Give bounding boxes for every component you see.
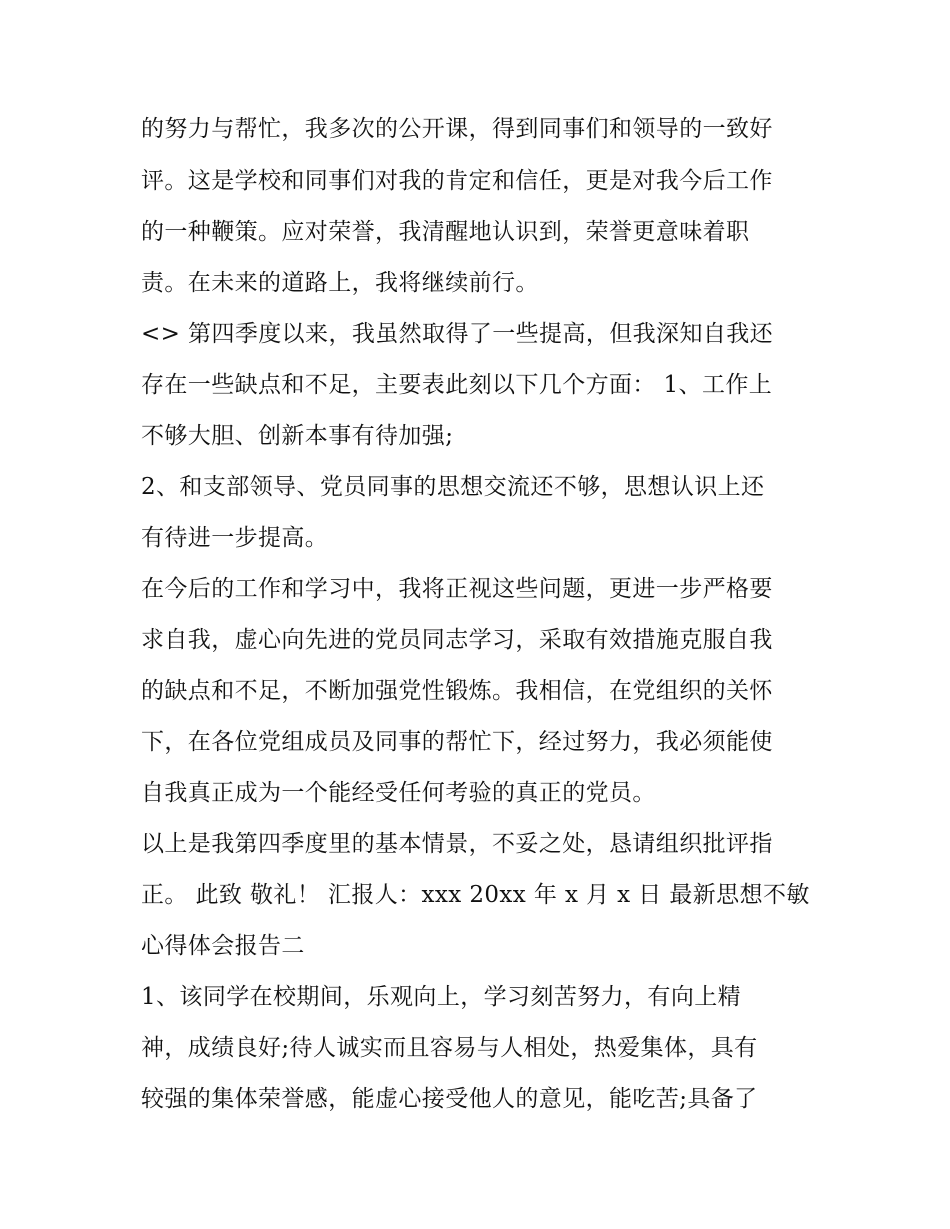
text-line: 的努力与帮忙，我多次的公开课，得到同事们和领导的一致好 — [141, 116, 773, 142]
text-line: 下，在各位党组成员及同事的帮忙下，经过努力，我必须能使 — [141, 729, 773, 755]
text-line: 正。 此致 敬礼！ 汇报人：xxx 20xx 年 x 月 x 日 最新思想不敏 — [141, 882, 810, 908]
text-line: 的一种鞭策。应对荣誉，我清醒地认识到，荣誉更意味着职 — [141, 219, 750, 245]
text-line: 心得体会报告二 — [141, 933, 305, 959]
text-line: 以上是我第四季度里的基本情景，不妥之处，恳请组织批评指 — [141, 831, 773, 857]
text-line: 有待进一步提高。 — [141, 525, 329, 551]
text-line: 较强的集体荣誉感，能虚心接受他人的意见，能吃苦;具备了 — [141, 1086, 758, 1112]
text-line: 责。在未来的道路上，我将继续前行。 — [141, 270, 539, 296]
text-line: 在今后的工作和学习中，我将正视这些问题，更进一步严格要 — [141, 576, 773, 602]
text-line: <> 第四季度以来，我虽然取得了一些提高，但我深知自我还 — [141, 321, 774, 347]
text-line: 神，成绩良好;待人诚实而且容易与人相处，热爱集体，具有 — [141, 1035, 758, 1061]
text-line: 2、和支部领导、党员同事的思想交流还不够，思想认识上还 — [141, 474, 765, 500]
text-line: 求自我，虚心向先进的党员同志学习，采取有效措施克服自我 — [141, 627, 773, 653]
text-line: 的缺点和不足，不断加强党性锻炼。我相信，在党组织的关怀 — [141, 678, 773, 704]
text-line: 存在一些缺点和不足，主要表此刻以下几个方面： 1、工作上 — [141, 372, 773, 398]
text-line: 自我真正成为一个能经受任何考验的真正的党员。 — [141, 780, 656, 806]
text-line: 不够大胆、创新本事有待加强; — [141, 423, 454, 449]
text-line: 1、该同学在校期间，乐观向上，学习刻苦努力，有向上精 — [141, 984, 742, 1010]
text-line: 评。这是学校和同事们对我的肯定和信任，更是对我今后工作 — [141, 168, 773, 194]
